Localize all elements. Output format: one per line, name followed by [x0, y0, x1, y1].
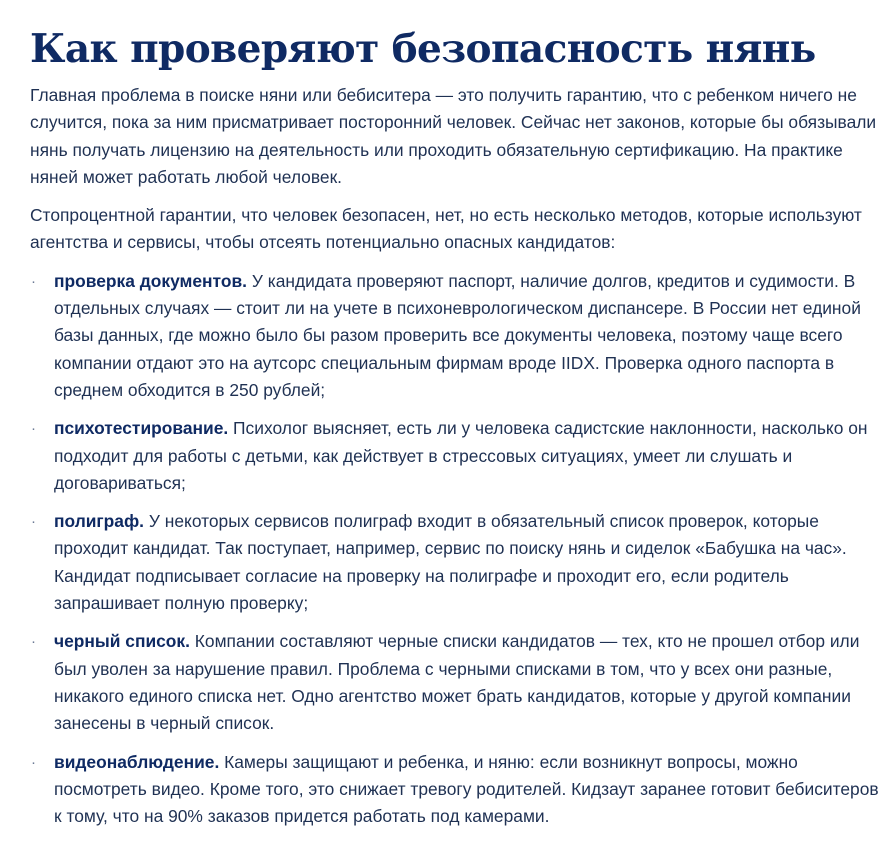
- list-item-text: Камеры защищают и ребенка, и няню: если возникнут вопросы, можно посмотреть видео. Кроме того, это снижает тревогу родителей. Кидзаут заранее готовит бебиситеров к тому, что на 90% заказов придется работать под камерами.: [54, 751, 879, 827]
- article-title: Как проверяют безопасность нянь: [30, 26, 816, 72]
- bullet-icon: ·: [31, 753, 36, 771]
- list-item-text: Компании составляют черные списки кандидатов — тех, кто не прошел отбор или был уволен за нарушение правил. Проблема с черными списками в том, что у всех они разные, никакого единого списка нет. Одно агентство может брать кандидатов, которые у другой компании занесены в черный список.: [54, 631, 860, 734]
- bullet-icon: ·: [31, 272, 36, 290]
- list-item-text: У некоторых сервисов полиграф входит в обязательный список проверок, которые проходит кандидат. Так поступает, например, сервис по поиску нянь и сиделок «Бабушка на час». Кандидат подписывает согласие на проверку на полиграфе и проходит его, если родитель запрашивает полную проверку;: [54, 511, 847, 614]
- list-item: [30, 415, 880, 497]
- list-item: [30, 508, 880, 617]
- article: [30, 0, 880, 841]
- bullet-icon: ·: [31, 633, 36, 651]
- bullet-icon: ·: [31, 420, 36, 438]
- list-item-term: психотестирование.: [54, 418, 229, 439]
- list-item-term: полиграф.: [54, 511, 145, 532]
- intro-paragraph-2: Стопроцентной гарантии, что человек безопасен, нет, но есть несколько методов, которые используют агентства и сервисы, чтобы отсеять потенциально опасных кандидатов:: [30, 205, 862, 253]
- list-item-text: Психолог выясняет, есть ли у человека садистские наклонности, насколько он подходит для работы с детьми, как действует в стрессовых ситуациях, умеет ли слушать и договариваться;: [54, 418, 868, 493]
- list-item-term: видеонаблюдение.: [54, 751, 220, 772]
- list-item: [30, 749, 880, 831]
- list-item-text: У кандидата проверяют паспорт, наличие долгов, кредитов и судимости. В отдельных случаях — стоит ли на учете в психоневрологическом диспансере. В России нет единой базы данных, где можно было бы разом проверить все документы человека, поэтому чаще всего компании отдают это на аутсорс специальным фирмам вроде IIDX. Проверка одного паспорта в среднем обходится в 250 рублей;: [54, 270, 861, 400]
- intro-paragraph-1: Главная проблема в поиске няни или бебиситера — это получить гарантию, что с ребенком ничего не случится, пока за ним присматривает посторонний человек. Сейчас нет законов, которые бы обязывали нянь получать лицензию на деятельность или проходить обязательную сертификацию. На практике няней может работать любой человек.: [30, 85, 877, 187]
- list-item-term: черный список.: [54, 631, 190, 652]
- safety-methods-list: [30, 268, 880, 831]
- list-item: [30, 628, 880, 737]
- list-item: [30, 268, 880, 404]
- bullet-icon: ·: [31, 513, 36, 531]
- list-item-term: проверка документов.: [54, 270, 247, 291]
